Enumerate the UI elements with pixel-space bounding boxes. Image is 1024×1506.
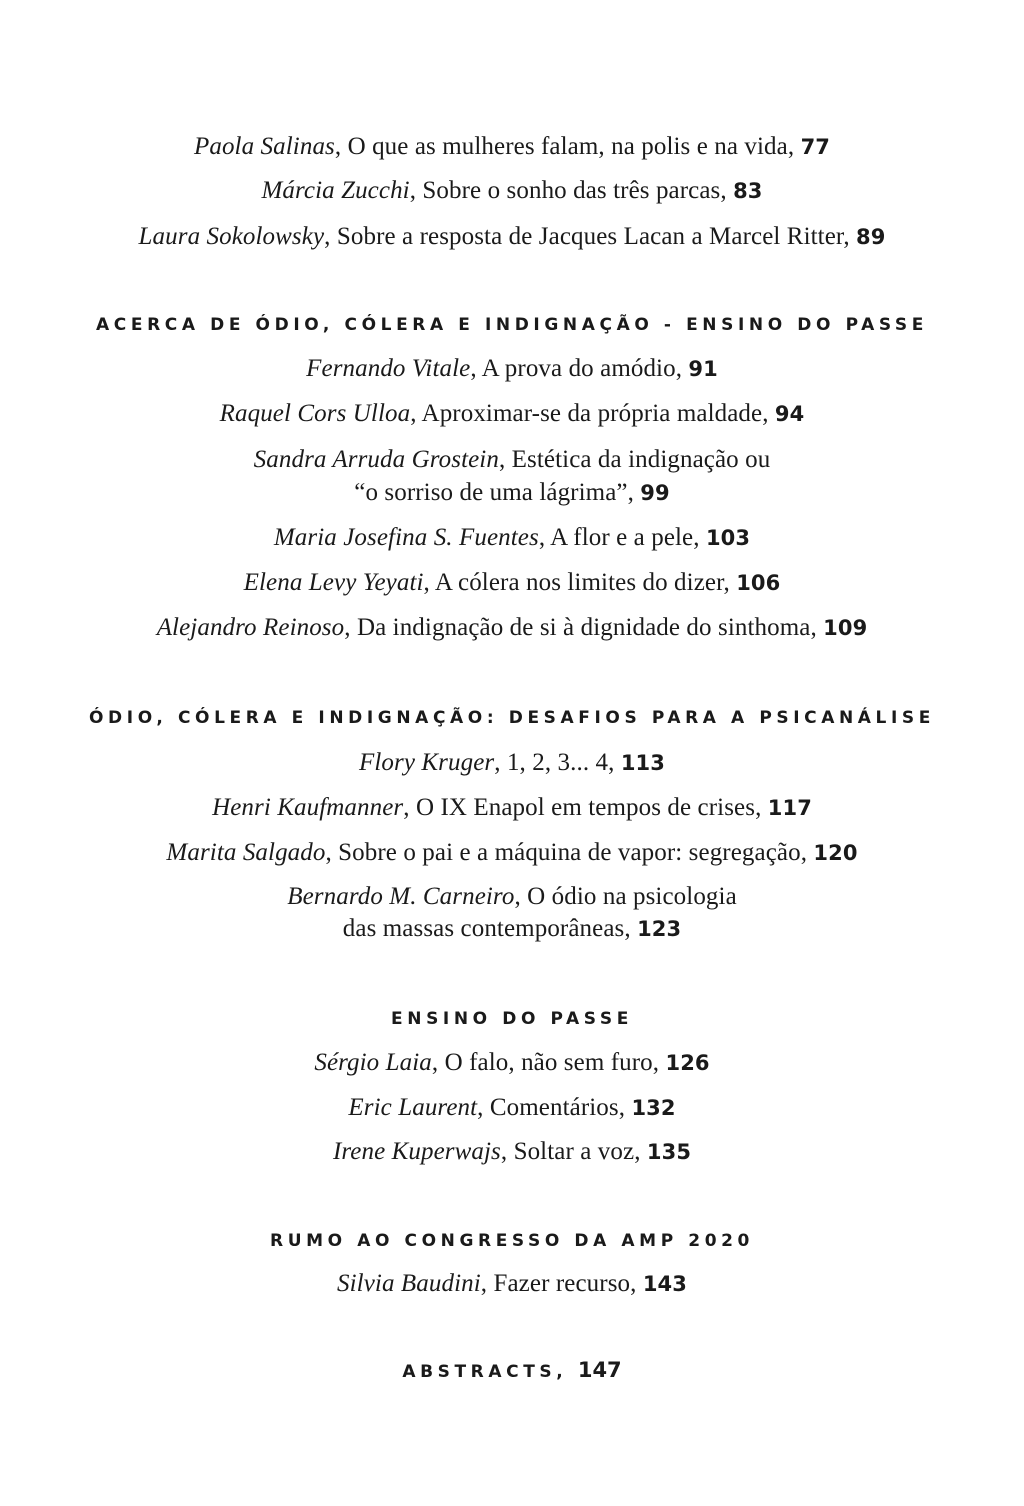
entry-author: Maria Josefina S. Fuentes <box>273 524 539 551</box>
toc-entry: Eric Laurent, Comentários, 132 <box>348 1094 676 1121</box>
entry-page-number: 103 <box>705 526 751 550</box>
section-heading: RUMO AO CONGRESSO DA AMP 2020 <box>270 1231 754 1251</box>
entry-author: Laura Sokolowsky <box>138 223 325 250</box>
entry-author: Silvia Baudini <box>337 1270 481 1297</box>
abstracts-label: ABSTRACTS <box>402 1362 557 1382</box>
section-heading: ÓDIO, CÓLERA E INDIGNAÇÃO: DESAFIOS PARA A PSICANÁLISE <box>89 708 935 728</box>
entry-page-number: 132 <box>631 1096 676 1120</box>
entry-page-number: 91 <box>688 357 718 381</box>
entry-title-continued: das massas contemporâneas <box>342 915 625 942</box>
entry-author: Bernardo M. Carneiro <box>287 883 515 910</box>
toc-entry: Márcia Zucchi, Sobre o sonho das três parcas, 83 <box>261 177 763 204</box>
toc-entry: Bernardo M. Carneiro, O ódio na psicologia <box>287 883 737 910</box>
entry-page-number: 117 <box>767 796 812 820</box>
toc-entry: Raquel Cors Ulloa, Aproximar-se da própria maldade, 94 <box>219 400 805 427</box>
toc-entry: Marita Salgado, Sobre o pai e a máquina de vapor: segregação, 120 <box>166 839 858 866</box>
entry-title: Sobre o pai e a máquina de vapor: segregação <box>338 839 801 866</box>
entry-page-number: 123 <box>637 917 682 941</box>
entry-author: Flory Kruger <box>359 749 495 776</box>
entry-title: Fazer recurso <box>493 1270 631 1297</box>
toc-entry: Sandra Arruda Grostein, Estética da indignação ou <box>253 446 771 473</box>
toc-entry: Alejandro Reinoso, Da indignação de si à dignidade do sinthoma, 109 <box>156 614 868 641</box>
entry-page-number: 106 <box>736 571 781 595</box>
entry-author: Irene Kuperwajs <box>332 1138 501 1165</box>
entry-title: Comentários <box>489 1094 619 1121</box>
entry-author: Alejandro Reinoso <box>156 614 345 641</box>
entry-page-number: 135 <box>646 1140 692 1164</box>
toc-entry-continuation: “o sorriso de uma lágrima”, 99 <box>354 479 670 506</box>
entry-page-number: 89 <box>856 225 886 249</box>
abstracts-heading: ABSTRACTS, 147 <box>402 1358 622 1382</box>
entry-title: O que as mulheres falam, na polis e na vida <box>347 133 788 160</box>
entry-page-number: 83 <box>733 179 763 203</box>
entry-title: Estética da indignação ou <box>511 446 771 473</box>
toc-entry: Fernando Vitale, A prova do amódio, 91 <box>306 355 718 382</box>
entry-page-number: 109 <box>823 616 868 640</box>
section-heading: ACERCA DE ÓDIO, CÓLERA E INDIGNAÇÃO - ENSINO DO PASSE <box>96 315 928 335</box>
toc-entry-continuation: das massas contemporâneas, 123 <box>342 915 682 942</box>
entry-author: Sandra Arruda Grostein <box>253 446 499 473</box>
entry-page-number: 120 <box>813 841 858 865</box>
toc-entry: Sérgio Laia, O falo, não sem furo, 126 <box>314 1049 710 1076</box>
entry-author: Sérgio Laia <box>314 1049 432 1076</box>
abstracts-page-number: 147 <box>577 1358 622 1382</box>
entry-author: Eric Laurent <box>348 1094 478 1121</box>
entry-author: Henri Kaufmanner <box>212 794 404 821</box>
toc-entry: Paola Salinas, O que as mulheres falam, na polis e na vida, 77 <box>193 133 830 160</box>
entry-author: Márcia Zucchi <box>261 177 410 204</box>
toc-entry: Laura Sokolowsky, Sobre a resposta de Jacques Lacan a Marcel Ritter, 89 <box>138 223 886 250</box>
entry-author: Fernando Vitale <box>306 355 471 382</box>
entry-author: Paola Salinas <box>193 133 335 160</box>
entry-title: Sobre o sonho das três parcas <box>422 177 721 204</box>
entry-title: O falo, não sem furo <box>444 1049 653 1076</box>
entry-author: Raquel Cors Ulloa <box>219 400 411 427</box>
entry-title: Aproximar-se da própria maldade <box>421 400 763 427</box>
entry-author: Elena Levy Yeyati <box>243 569 424 596</box>
toc-entry: Irene Kuperwajs, Soltar a voz, 135 <box>332 1138 692 1165</box>
entry-title: A prova do amódio <box>481 355 676 382</box>
entry-page-number: 94 <box>774 402 805 426</box>
entry-title: Soltar a voz <box>513 1138 635 1165</box>
entry-title: Da indignação de si à dignidade do sinthoma <box>356 614 811 641</box>
entry-page-number: 143 <box>642 1272 687 1296</box>
entry-title: A flor e a pele <box>550 524 694 551</box>
entry-page-number: 126 <box>665 1051 710 1075</box>
entry-title: Sobre a resposta de Jacques Lacan a Marcel Ritter <box>336 223 844 250</box>
toc-entry: Maria Josefina S. Fuentes, A flor e a pele, 103 <box>273 524 751 551</box>
entry-page-number: 99 <box>640 481 670 505</box>
toc-entry: Flory Kruger, 1, 2, 3... 4, 113 <box>359 749 665 776</box>
entry-author: Marita Salgado <box>166 839 326 866</box>
entry-title: O IX Enapol em tempos de crises <box>415 794 756 821</box>
entry-title: O ódio na psicologia <box>527 883 737 910</box>
entry-title-continued: “o sorriso de uma lágrima” <box>354 479 628 506</box>
entry-page-number: 77 <box>800 135 830 159</box>
entry-title: 1, 2, 3... 4 <box>506 749 609 776</box>
toc-entry: Silvia Baudini, Fazer recurso, 143 <box>337 1270 687 1297</box>
section-heading: ENSINO DO PASSE <box>391 1009 633 1029</box>
toc-entry: Elena Levy Yeyati, A cólera nos limites do dizer, 106 <box>243 569 781 596</box>
toc-entry: Henri Kaufmanner, O IX Enapol em tempos de crises, 117 <box>212 794 812 821</box>
entry-page-number: 113 <box>620 751 665 775</box>
entry-title: A cólera nos limites do dizer <box>434 569 724 596</box>
